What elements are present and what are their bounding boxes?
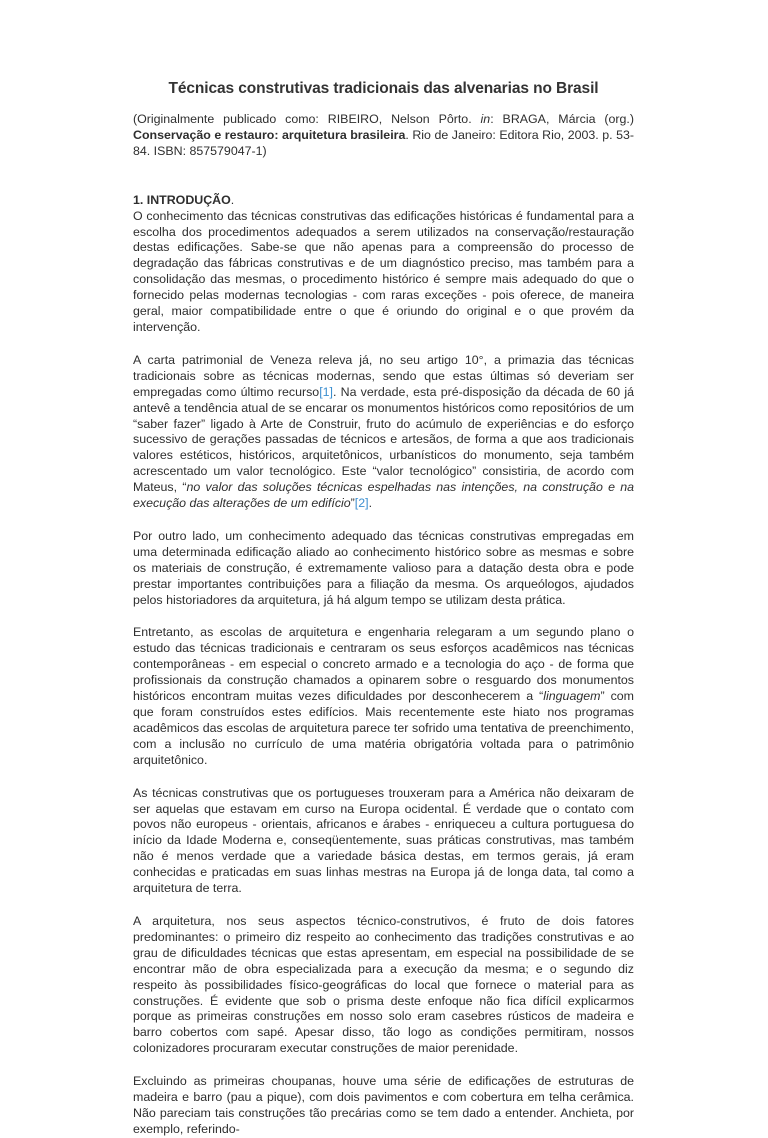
citation-mid: : BRAGA, Márcia (org.) — [490, 112, 634, 126]
paragraph-4-part-b: ” com que foram construídos estes edifícios. Mais recentemente este hiato nos programas acadêmicos das escolas de arquitetura parece ter sofrido uma tentativa de preenchimento, com a inclusão no currículo de uma matéria obrigatória voltada para o patrimônio arquitetônico. — [133, 689, 634, 767]
section-heading-punct: . — [230, 192, 235, 207]
document-title: Técnicas construtivas tradicionais das alvenarias no Brasil — [168, 80, 599, 97]
intro-paragraph-6: A arquitetura, nos seus aspectos técnico-construtivos, é fruto de dois fatores predominantes: o primeiro diz respeito ao conhecimento das tradições construtivas e ao grau de dificuldades técnicas que estas apresentam, em especial na possibilidade de se encontrar mão de obra especializada para a execução da mesma; e o segundo diz respeito às possibilidades físico-geográficas do local que fornece o material para as construções. É evidente que sob o prisma deste enfoque não fica difícil explicarmos porque as primeiras construções em nosso solo eram casebres rústicos de madeira e barro cobertos com sapé. Apesar disso, tão logo as condições permitiram, nossos colonizadores procuraram executar construções de maior perenidade. — [133, 913, 634, 1056]
footnote-link-2[interactable]: [2] — [354, 496, 369, 511]
intro-paragraph-5: As técnicas construtivas que os portugueses trouxeram para a América não deixaram de ser aquelas que estavam em curso na Europa ocidental. É verdade que o contato com povos não europeus - orientais, africanos e árabes - enriqueceu a cultura portuguesa do início da Idade Moderna e, conseqüentemente, suas práticas construtivas, mas também não é menos verdade que a variedade básica destas, em termos gerais, já eram conhecidas e praticadas em suas linhas mestras na Europa já de longa data, tal como a arquitetura de terra. — [133, 785, 634, 896]
paragraph-4-part-a: Entretanto, as escolas de arquitetura e engenharia relegaram a um segundo plano o estudo das técnicas tradicionais e centraram os seus esforços acadêmicos nas técnicas contemporâneas - em especial o concreto armado e a tecnologia do aço - de forma que profissionais da construção chamados a opinarem sobre o resguardo dos monumentos históricos encontram muitas vezes dificuldades por desconhecerem a “ — [133, 625, 634, 704]
section-heading: 1. INTRODUÇÃO — [133, 192, 231, 207]
intro-paragraph-7: Excluindo as primeiras choupanas, houve uma série de edificações de estruturas de madeira e barro (pau a pique), com dois pavimentos e com cobertura em telha cerâmica. Não pareciam tais construções tão precárias como se tem dado a entender. Anchieta, por exemplo, referindo- — [133, 1074, 634, 1136]
paragraph-2-part-d: . — [368, 496, 373, 511]
paragraph-2-quote: no valor das soluções técnicas espelhadas nas intenções, na construção e na execução das alterações de um edifício — [133, 480, 634, 511]
footnote-link-1[interactable]: [1] — [319, 384, 333, 399]
intro-paragraph-3: Por outro lado, um conhecimento adequado das técnicas construtivas empregadas em uma determinada edificação aliado ao conhecimento histórico sobre as mesmas e sobre os materiais de construção, é extremamente valioso para a datação desta obra e pode prestar importantes contribuições para a filiação da mesma. Os arqueólogos, ajudados pelos historiadores da arquitetura, já há algum tempo se utilizam desta prática. — [133, 528, 634, 607]
paragraph-4-italic: linguagem — [543, 689, 601, 704]
intro-paragraph-4 — [133, 625, 634, 768]
citation-in: in — [480, 112, 491, 126]
paragraph-2-part-a: A carta patrimonial de Veneza releva já, no seu artigo 10°, a primazia das técnicas tradicionais sobre as técnicas modernas, sendo que estas últimas só deveriam ser empregadas como último recurso — [133, 352, 634, 399]
paragraph-2-part-b: . Na verdade, esta pré-disposição da década de 60 já antevê a tendência atual de se encarar os monumentos históricos como repositórios de um “saber fazer” ligado à Arte de Construir, fruto do acúmulo de experiências e do esforço sucessivo de gerações passadas de técnicos e artesãos, de forma a que aos tradicionais valores estéticos, históricos, arquitetônicos, urbanísticos do monumento, seja também acrescentado um valor tecnológico. Este “valor tecnológico” consistiria, de acordo com Mateus, “ — [133, 384, 634, 495]
intro-paragraph-1 — [133, 193, 634, 336]
intro-paragraph-2 — [133, 353, 634, 512]
citation-prefix: (Originalmente publicado como: RIBEIRO, Nelson Pôrto. — [133, 112, 481, 126]
citation-book-title: Conservação e restauro: arquitetura brasileira — [133, 127, 406, 142]
citation-suffix: . Rio de Janeiro: Editora Rio, 2003. p. 53-84. ISBN: 857579047-1) — [133, 127, 635, 158]
paragraph-1-text: O conhecimento das técnicas construtivas das edificações históricas é fundamental para a escolha dos procedimentos adequados a serem utilizados na conservação/restauração destas edificações. Sabe-se que não apenas para a compreensão do processo de degradação das fábricas construtivas e de um diagnóstico preciso, mas também para a consolidação das mesmas, o procedimento histórico é sempre mais adequado do que o fornecido pelas modernas tecnologias - com raras exceções - pois oferece, de maneira geral, maior compatibilidade entre o que é oriundo do original e o que provém da intervenção. — [133, 208, 634, 334]
citation-paragraph — [133, 112, 634, 160]
paragraph-2-part-c: ” — [350, 496, 355, 511]
